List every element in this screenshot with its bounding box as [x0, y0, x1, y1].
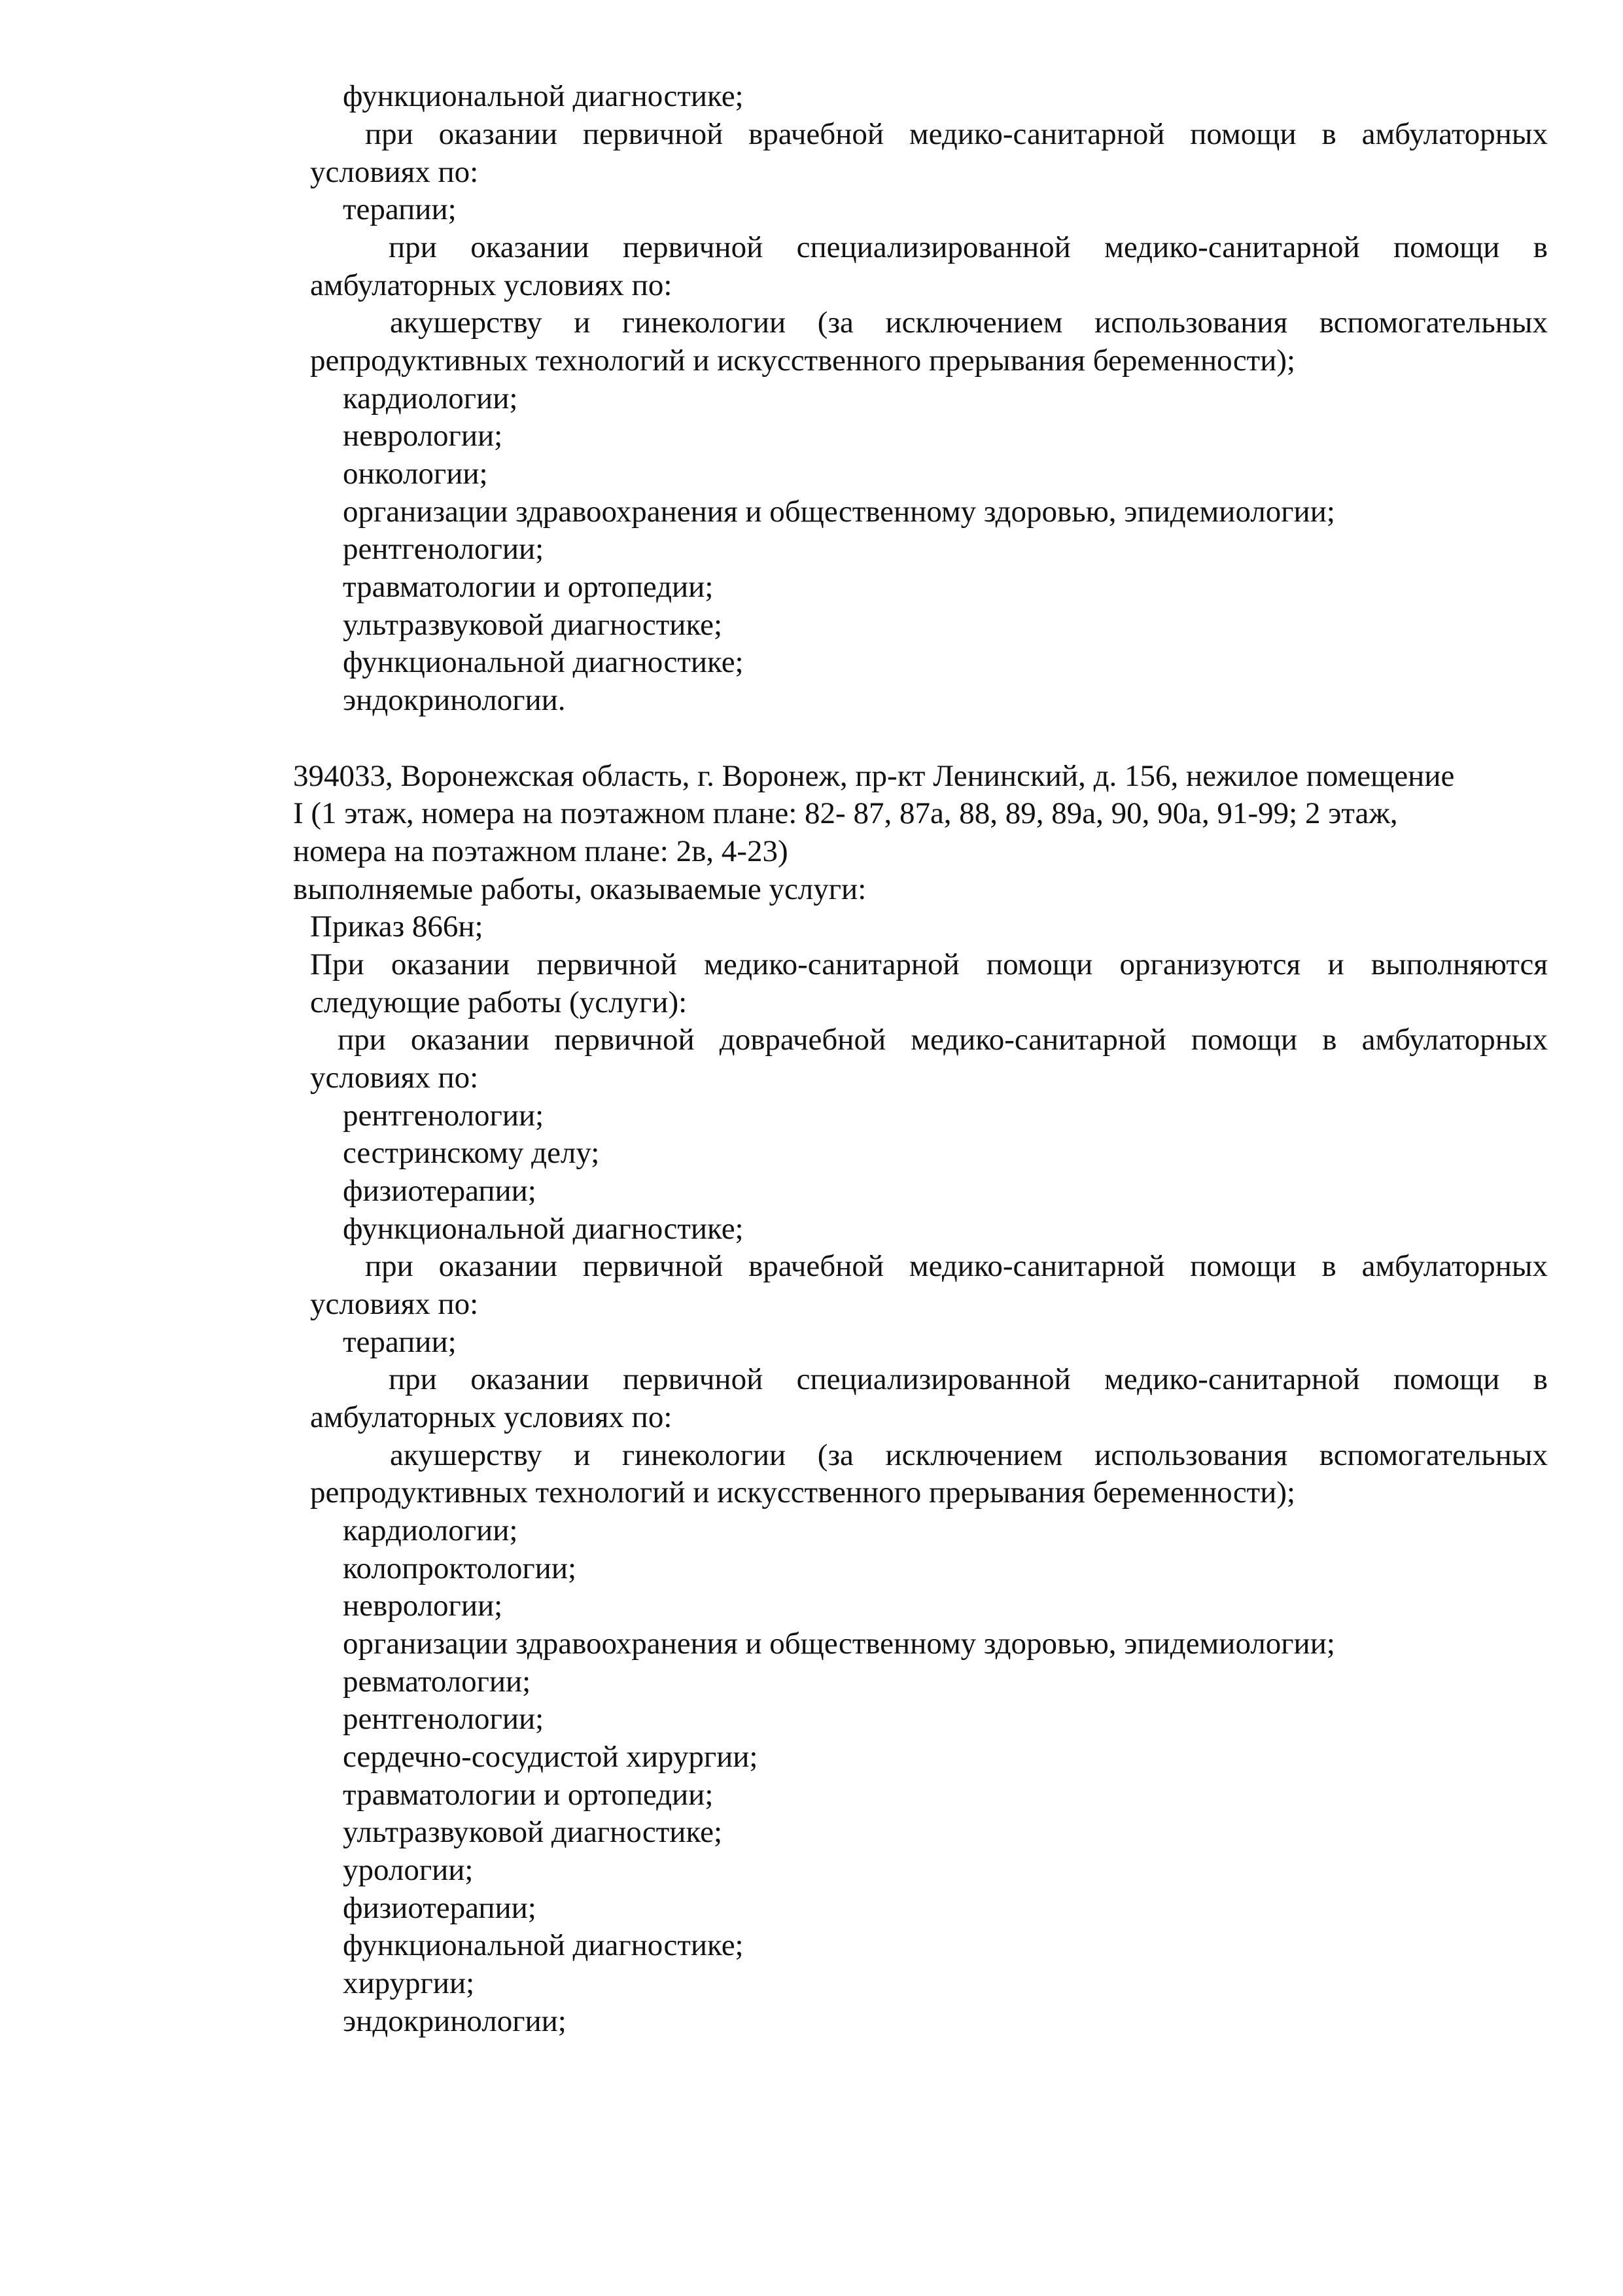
paragraph-line: при оказании первичной врачебной медико-санитарной помощи в амбулаторных: [365, 1249, 1548, 1283]
paragraph-line: при оказании первичной доврачебной медико-санитарной помощи в амбулаторных: [338, 1023, 1548, 1057]
paragraph-line: При оказании первичной медико-санитарной помощи организуются и выполняются: [310, 947, 1548, 981]
paragraph-line: следующие работы (услуги):: [310, 985, 688, 1019]
paragraph-line: репродуктивных технологий и искусственного прерывания беременности);: [310, 1475, 1296, 1510]
list-item: сестринскому делу;: [343, 1136, 600, 1170]
list-item: кардиологии;: [343, 1513, 518, 1547]
paragraph-line: при оказании первичной специализированной медико-санитарной помощи в: [389, 230, 1548, 264]
paragraph-line: акушерству и гинекологии (за исключением использования вспомогательных: [390, 306, 1548, 340]
list-item: урологии;: [343, 1853, 474, 1887]
paragraph-line: условиях по:: [310, 1287, 479, 1321]
paragraph-line: при оказании первичной врачебной медико-санитарной помощи в амбулаторных: [365, 117, 1548, 151]
list-item: неврологии;: [343, 1589, 503, 1623]
address-line: номера на поэтажном плане: 2в, 4-23): [293, 834, 788, 868]
list-item: функциональной диагностике;: [343, 1212, 744, 1246]
address-line: 394033, Воронежская область, г. Воронеж, пр-кт Ленинский, д. 156, нежилое помещение: [293, 759, 1455, 793]
paragraph-line: условиях по:: [310, 155, 479, 189]
list-item: функциональной диагностике;: [343, 79, 744, 113]
list-item: онкологии;: [343, 457, 488, 491]
address-line: I (1 этаж, номера на поэтажном плане: 82- 87, 87а, 88, 89, 89а, 90, 90а, 91-99; 2 этаж,: [293, 796, 1398, 830]
list-item: рентгенологии;: [343, 1099, 544, 1133]
list-item: ультразвуковой диагностике;: [343, 608, 723, 642]
list-item: колопроктологии;: [343, 1551, 577, 1585]
list-item: хирургии;: [343, 1966, 475, 2000]
list-item: сердечно-сосудистой хирургии;: [343, 1740, 758, 1774]
list-item: организации здравоохранения и общественному здоровью, эпидемиологии;: [343, 1627, 1335, 1661]
list-item: терапии;: [343, 1325, 457, 1359]
list-item: травматологии и ортопедии;: [343, 570, 714, 604]
list-item: рентгенологии;: [343, 532, 544, 566]
list-item: физиотерапии;: [343, 1174, 536, 1208]
paragraph-line: условиях по:: [310, 1061, 479, 1095]
paragraph-line: акушерству и гинекологии (за исключением использования вспомогательных: [390, 1438, 1548, 1472]
paragraph-line: амбулаторных условиях по:: [310, 268, 672, 302]
list-item: организации здравоохранения и общественному здоровью, эпидемиологии;: [343, 495, 1335, 529]
list-item: функциональной диагностике;: [343, 1928, 744, 1962]
list-item: ультразвуковой диагностике;: [343, 1815, 723, 1849]
list-item: неврологии;: [343, 419, 503, 453]
paragraph-line: репродуктивных технологий и искусственного прерывания беременности);: [310, 344, 1296, 378]
list-item: эндокринологии.: [343, 683, 566, 717]
list-item: травматологии и ортопедии;: [343, 1778, 714, 1812]
services-heading: выполняемые работы, оказываемые услуги:: [293, 872, 867, 906]
list-item: функциональной диагностике;: [343, 645, 744, 679]
list-item: физиотерапии;: [343, 1891, 536, 1925]
list-item: рентгенологии;: [343, 1702, 544, 1736]
list-item: терапии;: [343, 192, 457, 226]
list-item: эндокринологии;: [343, 2004, 567, 2038]
list-item: ревматологии;: [343, 1665, 531, 1699]
paragraph-line: при оказании первичной специализированной медико-санитарной помощи в: [389, 1362, 1548, 1396]
paragraph-line: амбулаторных условиях по:: [310, 1400, 672, 1434]
list-item: кардиологии;: [343, 381, 518, 415]
order-reference: Приказ 866н;: [310, 910, 483, 944]
